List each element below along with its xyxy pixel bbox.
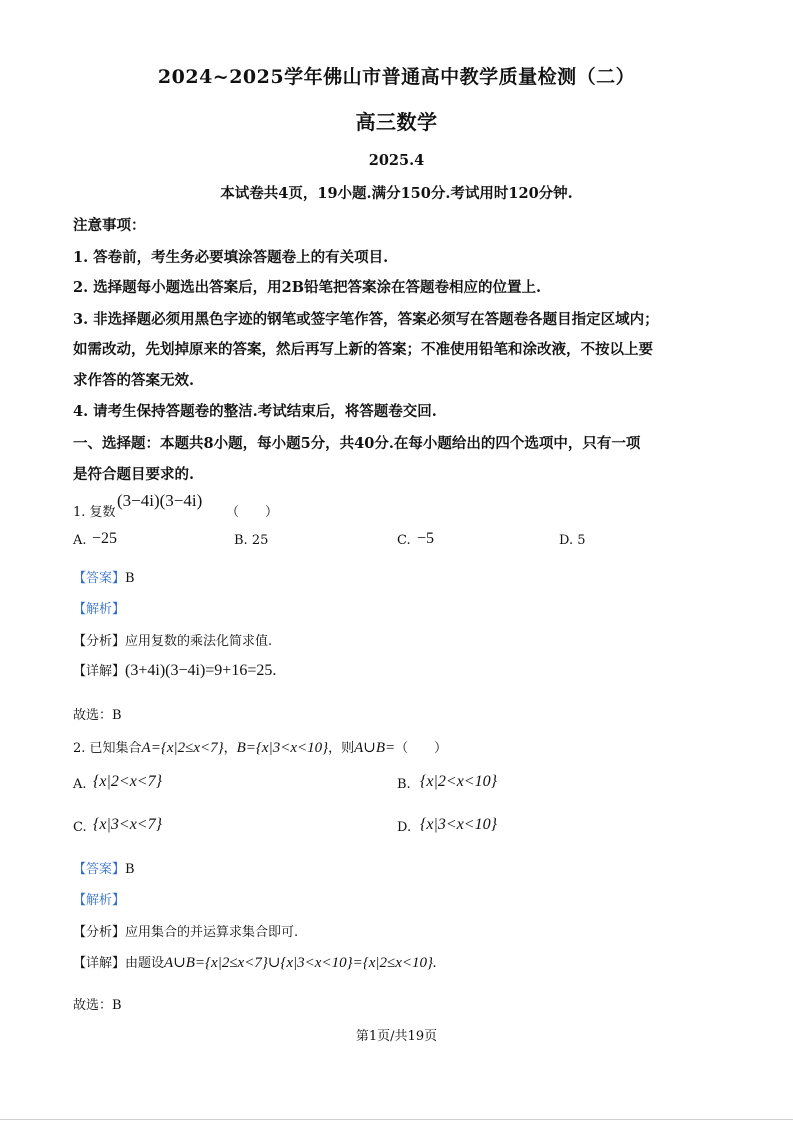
notes-item-2: 2. 选择题每小题选出答案后，用2B铅笔把答案涂在答题卷相应的位置上. (73, 279, 542, 296)
q2-answer-tag: 【答案】 (73, 862, 126, 877)
section-heading-line1: 一、选择题：本题共8小题，每小题5分，共40分.在每小题给出的四个选项中，只有一项 (73, 435, 641, 452)
notes-item-3-line2: 如需改动，先划掉原来的答案，然后再写上新的答案；不准使用铅笔和涂改液，不按以上要 (73, 341, 653, 358)
section-heading-line2: 是符合题目要求的. (73, 466, 195, 483)
notes-item-4: 4. 请考生保持答题卷的整洁.考试结束后，将答题卷交回. (73, 403, 437, 420)
q1-choose: 故选：B (73, 708, 122, 723)
q1-detail-expression: (3+4i)(3−4i)=9+16=25. (125, 662, 277, 679)
q1-fenxi: 应用复数的乘法化简求值. (125, 634, 273, 649)
q2-option-a-value: {x|2<x<7} (93, 773, 162, 790)
q1-option-a-value: −25 (92, 530, 118, 547)
q2-option-b-value: {x|2<x<10} (420, 773, 497, 790)
q1-option-c-label: C. (397, 533, 411, 548)
page-bottom-divider (0, 1119, 793, 1120)
notes-heading: 注意事项： (73, 217, 146, 234)
q1-option-b: B. 25 (234, 533, 269, 548)
exam-date: 2025.4 (368, 152, 425, 169)
q1-option-d: D. 5 (559, 533, 586, 548)
q2-detail-text: 由题设 (125, 956, 165, 971)
q2-choose: 故选：B (73, 998, 122, 1013)
q2-then: ，则 (328, 741, 355, 756)
q2-set-a: A={x|2≤x<7} (141, 740, 224, 756)
q2-option-d-label: D. (397, 820, 412, 835)
q2-comma: ， (223, 741, 237, 756)
q2-option-c-label: C. (73, 820, 87, 835)
q2-answer: B (125, 862, 135, 877)
q2-fenxi: 应用集合的并运算求集合即可. (125, 925, 299, 940)
q1-answer-paren: （ ） (226, 505, 279, 520)
q2-analysis-tag: 【解析】 (73, 893, 126, 908)
q2-option-b-label: B. (397, 777, 411, 792)
q2-fenxi-tag: 【分析】 (73, 925, 126, 940)
q1-prefix: 1. 复数 (73, 505, 116, 520)
page-number: 第1页/共19页 (355, 1029, 438, 1044)
q1-answer: B (125, 571, 135, 586)
q2-detail-expression: A∪B={x|2≤x<7}∪{x|3<x<10}={x|2≤x<10}. (164, 955, 437, 971)
q1-detail-tag: 【详解】 (73, 664, 126, 679)
q2-union: A∪B= (354, 740, 396, 756)
q2-option-a-label: A. (73, 777, 87, 792)
notes-item-3-line3: 求作答的答案无效. (73, 372, 195, 389)
q1-analysis-tag: 【解析】 (73, 602, 126, 617)
q2-option-d-value: {x|3<x<10} (420, 816, 497, 833)
q1-fenxi-tag: 【分析】 (73, 634, 126, 649)
q2-option-c-value: {x|3<x<7} (93, 816, 162, 833)
q2-set-b: B={x|3<x<10} (236, 740, 329, 756)
exam-subject: 高三数学 (355, 110, 438, 134)
q2-detail-tag: 【详解】 (73, 956, 126, 971)
exam-info: 本试卷共4页，19小题.满分150分.考试用时120分钟. (220, 185, 573, 202)
q1-option-c-value: −5 (417, 530, 435, 547)
q1-option-a-label: A. (73, 533, 87, 548)
exam-title: 2024~2025学年佛山市普通高中教学质量检测（二） (157, 66, 636, 88)
q2-prefix: 2. 已知集合 (73, 741, 142, 756)
q1-expression: (3−4i)(3−4i) (117, 491, 203, 510)
notes-item-1: 1. 答卷前，考生务必要填涂答题卷上的有关项目. (73, 249, 389, 266)
q2-answer-paren: （ ） (395, 741, 448, 756)
notes-item-3-line1: 3. 非选择题必须用黑色字迹的钢笔或签字笔作答，答案必须写在答题卷各题目指定区域内； (73, 311, 659, 328)
q1-answer-tag: 【答案】 (73, 571, 126, 586)
